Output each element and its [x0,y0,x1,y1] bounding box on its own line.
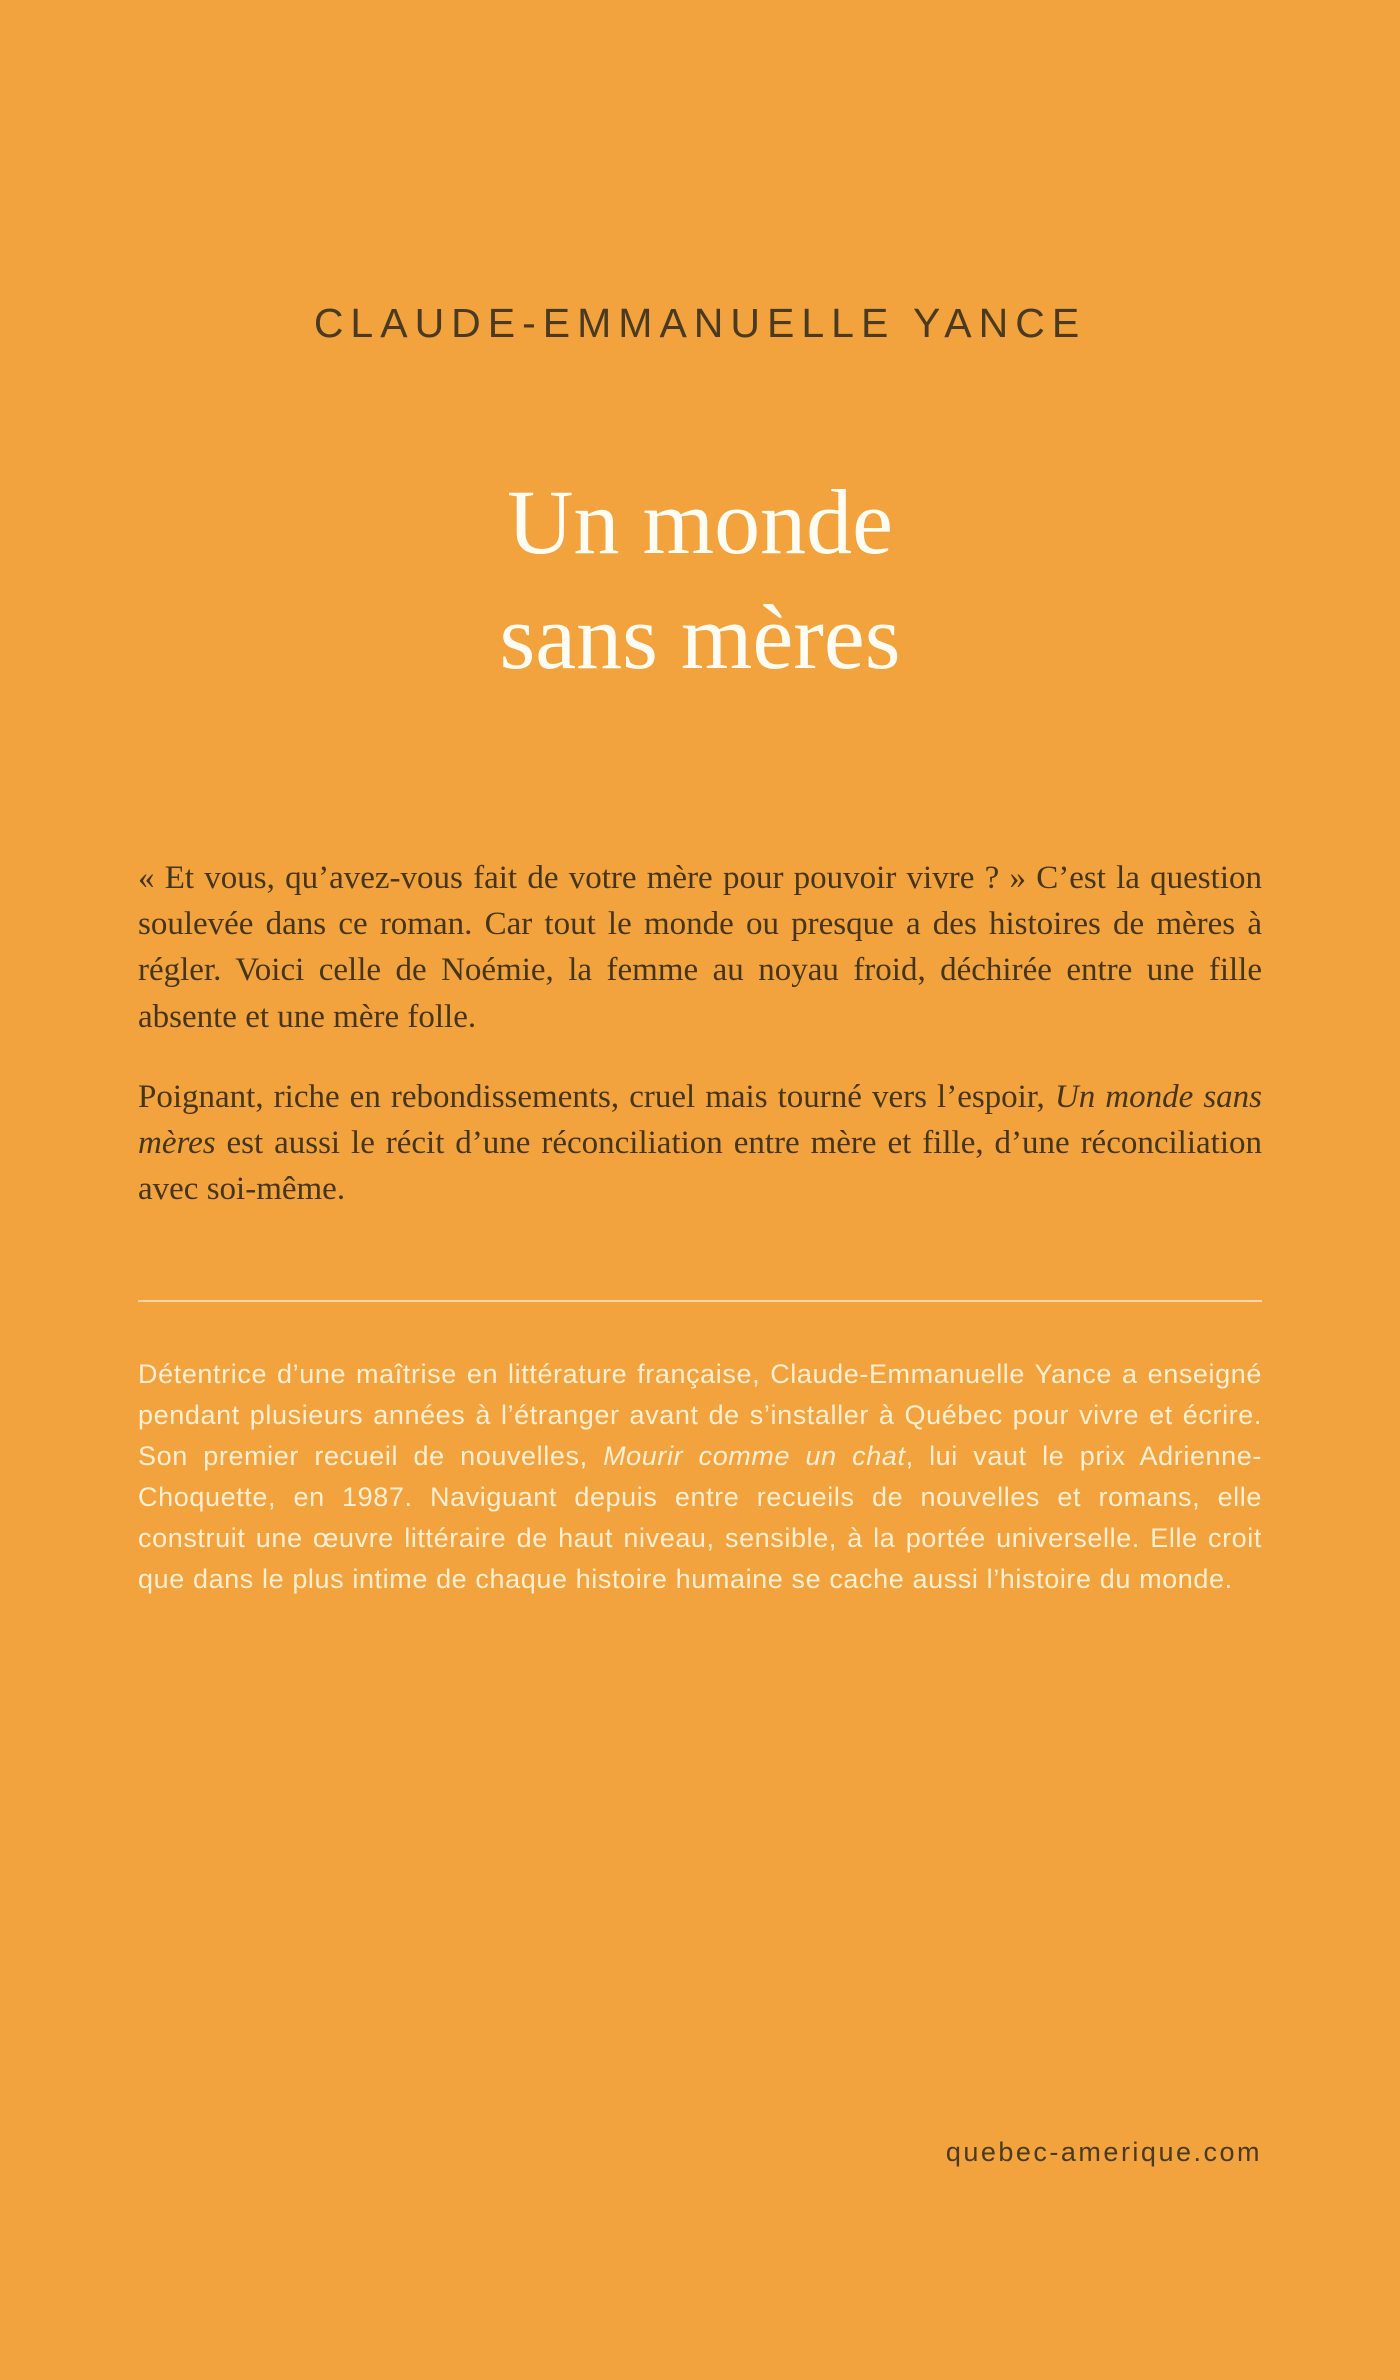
author-name: CLAUDE-EMMANUELLE YANCE [313,300,1087,346]
synopsis-paragraph-2 [138,1074,1262,1213]
footer [946,2137,1262,2168]
author-bio [138,1354,1262,1600]
divider [138,1300,1262,1302]
book-title-inline-italic: Un monde sans mères [138,1078,1262,1161]
cover-content [138,0,1262,1601]
synopsis-p2-text-cont: est aussi le récit d’une réconciliation entre mère et fille, d’une réconciliation avec soi-même. [138,1124,1262,1208]
synopsis-paragraph-1: « Et vous, qu’avez-vous fait de votre mère pour pouvoir vivre ? » C’est la question soulevée dans ce roman. Car tout le monde ou presque a des histoires de mères à régler. Voici celle de Noémie, la femme au noyau froid, déchirée entre une fille absente et une mère folle. [138,860,1262,1035]
author-bio-text-cont: , lui vaut le prix Adrienne-Choquette, en 1987. Naviguant depuis entre recueils de nouvelles et romans, elle construit une œuvre littéraire de haut niveau, sensible, à la portée universelle. Elle croit que dans le plus intime de chaque histoire humaine se cache aussi l’histoire du monde. [138,1441,1263,1595]
synopsis [138,855,1262,1212]
book-title [138,465,1262,695]
book-title-line2: sans mères [499,586,901,688]
author-bio-text: Détentrice d’une maîtrise en littérature française, Claude-Emmanuelle Yance a enseigné pendant plusieurs années à l’étranger avant de s’installer à Québec pour vivre et écrire. Son premier recueil de nouvelles, [138,1359,1262,1472]
synopsis-p2-text: Poignant, riche en rebondissements, cruel mais tourné vers l’espoir, [138,1078,1055,1115]
book-title-line1: Un monde [507,471,893,573]
bio-book-title-italic: Mourir comme un chat [603,1441,906,1472]
publisher-url: quebec-amerique.com [945,2137,1262,2167]
